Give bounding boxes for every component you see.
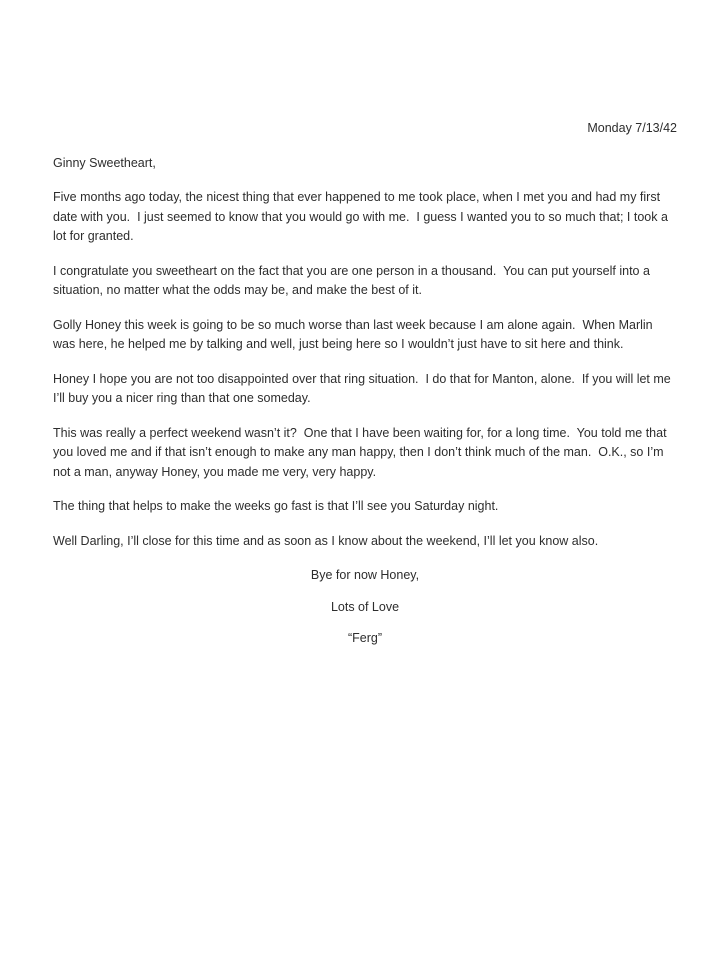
letter-paragraph: Golly Honey this week is going to be so much worse than last week because I am alone again. When Marlin was here, he helped me by talking and well, just being here so I wouldn’t just have to sit here and think.: [53, 317, 657, 351]
letter-paragraph: Honey I hope you are not too disappointed over that ring situation. I do that for Manton, alone. If you will let me I’ll buy you a nicer ring than that one someday.: [53, 371, 675, 405]
letter-content: [53, 119, 677, 661]
letter-paragraph: The thing that helps to make the weeks go fast is that I’ll see you Saturday night.: [53, 499, 499, 513]
letter-closing-farewell: Bye for now Honey,: [310, 568, 420, 582]
letter-paragraph: This was really a perfect weekend wasn’t it? One that I have been waiting for, for a long time. You told me that you loved me and if that isn’t enough to make any man happy, then I don’t think much of the man. O.K., so I’m not a man, anyway Honey, you made me very, very happy.: [53, 425, 671, 479]
letter-paragraph: Well Darling, I’ll close for this time and as soon as I know about the weekend, I’ll let you know also.: [53, 533, 599, 548]
letter-date: Monday 7/13/42: [587, 121, 677, 135]
letter-salutation: Ginny Sweetheart,: [53, 155, 156, 170]
letter-paragraph: I congratulate you sweetheart on the fact that you are one person in a thousand. You can put yourself into a situation, no matter what the odds may be, and make the best of it.: [53, 263, 654, 297]
letter-paragraph: Five months ago today, the nicest thing that ever happened to me took place, when I met you and had my first date with you. I just seemed to know that you would go with me. I guess I wanted you to so much that; I took a lot for granted.: [53, 190, 672, 243]
letter-closing-love: Lots of Love: [330, 599, 400, 614]
letter-signature: “Ferg”: [347, 631, 383, 645]
